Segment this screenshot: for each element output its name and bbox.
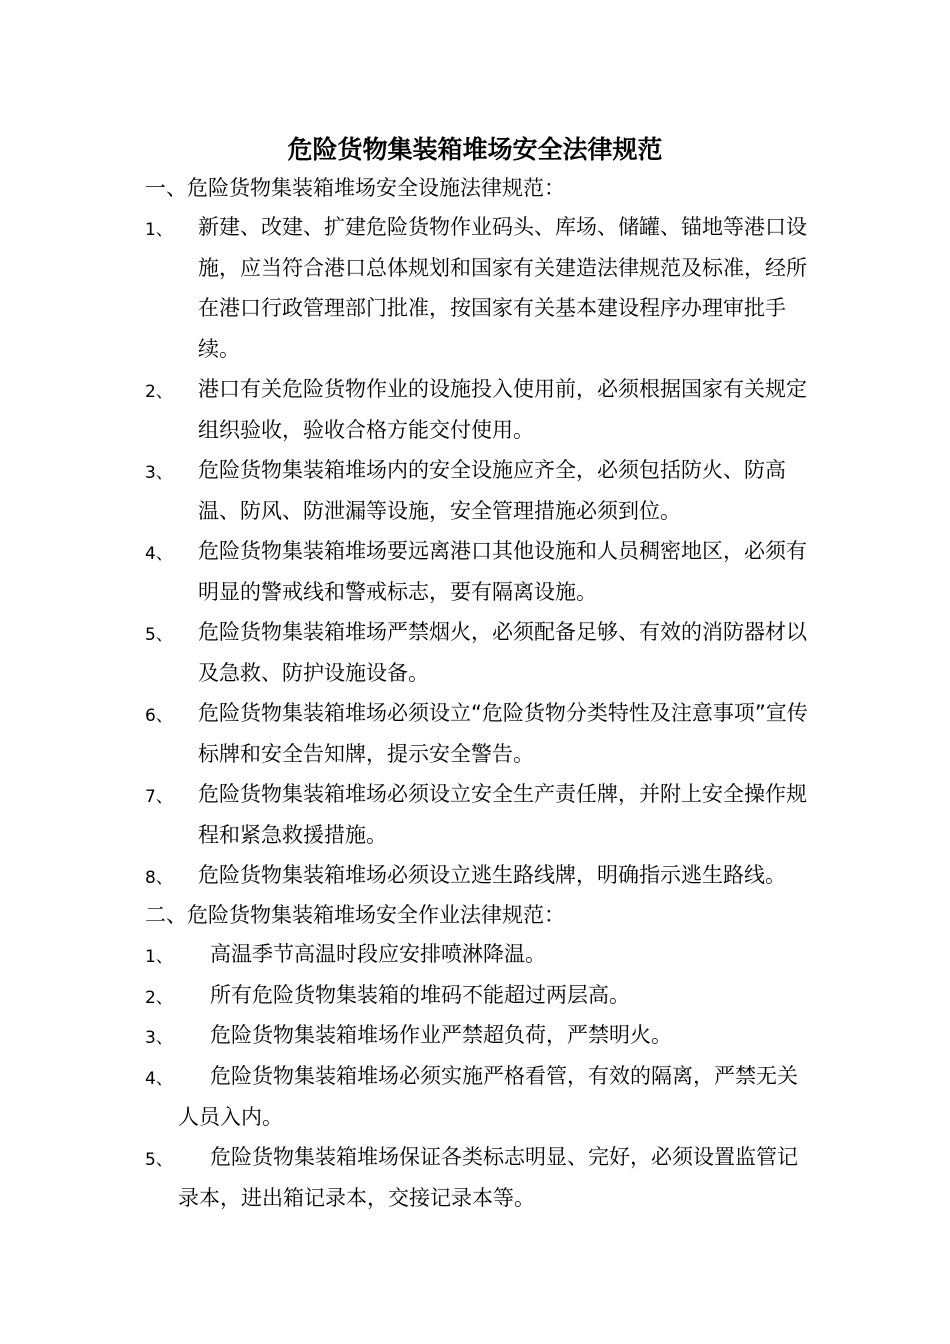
s1-item-7-number: 7、 <box>145 787 173 807</box>
s2-item-3-number: 3、 <box>145 1028 173 1048</box>
s2-item-3-text: 危险货物集装箱堆场作业严禁超负荷，严禁明火。 <box>210 1023 672 1047</box>
s1-item-3-number: 3、 <box>145 463 173 483</box>
s1-item-6-number: 6、 <box>145 706 173 726</box>
s2-item-4-text: 危险货物集装箱堆场必须实施严格看管，有效的隔离，严禁无关人员入内。 <box>178 1064 798 1129</box>
s2-item-2-number: 2、 <box>145 988 173 1008</box>
s2-item-5-number: 5、 <box>145 1150 173 1170</box>
s1-item-6-text: 危险货物集装箱堆场必须设立“危险货物分类特性及注意事项”宣传标牌和安全告知牌，提示安全警告。 <box>198 701 808 766</box>
s1-item-8-text: 危险货物集装箱堆场必须设立逃生路线牌，明确指示逃生路线。 <box>198 863 786 887</box>
s1-item-4-text: 危险货物集装箱堆场要远离港口其他设施和人员稠密地区，必须有明显的警戒线和警戒标志，要有隔离设施。 <box>198 539 807 604</box>
s2-item-5-text: 危险货物集装箱堆场保证各类标志明显、完好，必须设置监管记录本，进出箱记录本，交接记录本等。 <box>178 1145 798 1210</box>
section-1-heading: 一、危险货物集装箱堆场安全设施法律规范： <box>145 176 565 200</box>
s2-item-4-number: 4、 <box>145 1069 173 1089</box>
s2-item-1-text: 高温季节高温时段应安排喷淋降温。 <box>210 942 546 966</box>
s1-item-5-text: 危险货物集装箱堆场严禁烟火，必须配备足够、有效的消防器材以及急救、防护设施设备。 <box>198 620 807 685</box>
s1-item-8-number: 8、 <box>145 868 173 888</box>
s1-item-2-number: 2、 <box>145 382 173 402</box>
s1-item-2-text: 港口有关危险货物作业的设施投入使用前，必须根据国家有关规定组织验收，验收合格方能交付使用。 <box>198 377 807 442</box>
s1-item-1-number: 1、 <box>145 220 173 240</box>
document-title: 危险货物集装箱堆场安全法律规范 <box>287 135 663 164</box>
s1-item-4-number: 4、 <box>145 544 173 564</box>
s1-item-1-text: 新建、改建、扩建危险货物作业码头、库场、储罐、锚地等港口设施，应当符合港口总体规划和国家有关建造法律规范及标准，经所在港口行政管理部门批准，按国家有关基本建设程序办理审批手续。 <box>198 215 807 361</box>
s2-item-1-number: 1、 <box>145 947 173 967</box>
section-2-heading: 二、危险货物集装箱堆场安全作业法律规范： <box>145 903 565 927</box>
s1-item-7-text: 危险货物集装箱堆场必须设立安全生产责任牌，并附上安全操作规程和紧急救援措施。 <box>198 782 807 847</box>
s1-item-5-number: 5、 <box>145 625 173 645</box>
s2-item-2-text: 所有危险货物集装箱的堆码不能超过两层高。 <box>210 983 630 1007</box>
s1-item-3-text: 危险货物集装箱堆场内的安全设施应齐全，必须包括防火、防高温、防风、防泄漏等设施，安全管理措施必须到位。 <box>198 458 786 523</box>
